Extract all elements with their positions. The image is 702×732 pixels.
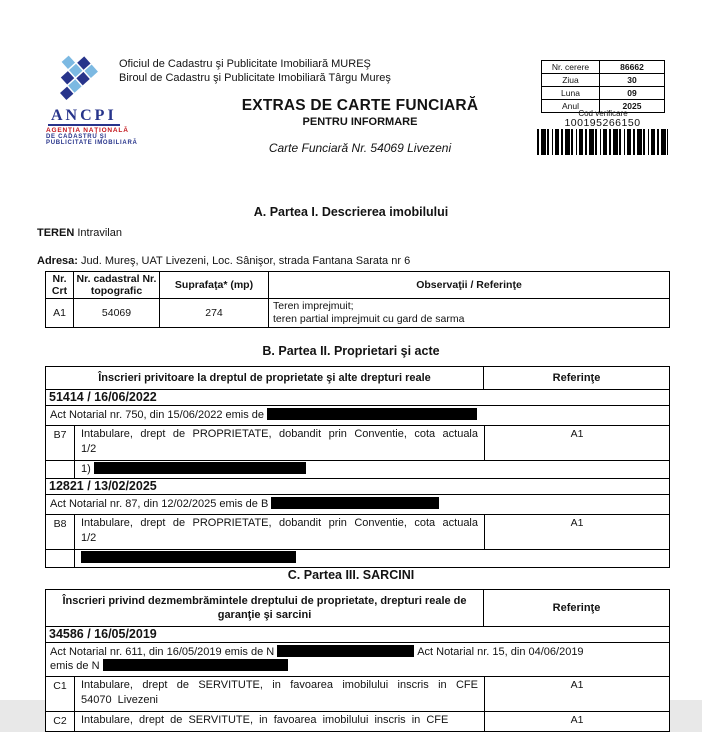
note-position-empty: [46, 461, 75, 478]
part-a-table: [45, 271, 670, 328]
request-value: 09: [627, 88, 637, 98]
entry-row: [46, 711, 669, 731]
entry-referinte: A1: [484, 426, 669, 460]
redaction-box: [81, 551, 296, 563]
ancpi-logo-icon: [56, 57, 112, 107]
entry-referinte: A1: [484, 712, 669, 731]
part-c-header-referinte: Referinţe: [483, 590, 669, 626]
entry-text: Intabulare, drept de SERVITUTE, in favoarea imobilului inscris in CFE 54070 Livezeni: [81, 679, 478, 706]
docket-number: 51414 / 16/06/2022: [49, 390, 157, 404]
docket-number: 12821 / 13/02/2025: [49, 479, 157, 493]
part-b-header-referinte: Referinţe: [483, 367, 669, 389]
redaction-box: [277, 645, 414, 657]
act-text-value: Act Notarial nr. 611, din 16/05/2019 emis de N: [50, 646, 275, 658]
request-row: [542, 61, 664, 73]
redaction-box: [271, 497, 439, 509]
part-a-table-header: [46, 272, 669, 298]
request-number-table: [541, 60, 665, 113]
docket-row: [46, 478, 669, 494]
note-row: [46, 549, 669, 567]
ancpi-line1: AGENŢIA NAŢIONALĂ: [46, 127, 129, 134]
issuing-office: [119, 57, 391, 85]
entry-position: C1: [46, 677, 75, 711]
docket-row: [46, 390, 669, 405]
request-label: Nr. cerere: [542, 61, 600, 73]
act-row: [46, 494, 669, 514]
request-value: 30: [627, 75, 637, 85]
teren-value: Intravilan: [77, 227, 122, 239]
redaction-box: [267, 408, 477, 420]
cell-nr-crt: A1: [53, 307, 66, 319]
part-a-title: A. Partea I. Descrierea imobilului: [253, 205, 449, 219]
entry-position: C2: [46, 712, 75, 731]
office-line1: Oficiul de Cadastru şi Publicitate Imobiliară MUREŞ: [119, 58, 371, 70]
redaction-box: [103, 659, 288, 671]
docket-number: 34586 / 16/05/2019: [49, 627, 157, 641]
part-c-table-header: [46, 590, 669, 627]
cell-suprafata: 274: [159, 299, 268, 327]
act-text-value: Act Notarial nr. 750, din 15/06/2022 emis de: [50, 409, 265, 421]
cod-verificare-label: Cod verificare: [578, 109, 628, 118]
part-c-header-inscrieri: Înscrieri privind dezmembrămintele dreptului de proprietate, drepturi reale de garanţie şi sarcini: [62, 595, 467, 621]
redaction-box: [94, 462, 306, 474]
request-value: 86662: [620, 62, 644, 72]
part-b-table-header: [46, 367, 669, 390]
document-subtitle: PENTRU INFORMARE: [302, 116, 418, 128]
teren-label: TEREN: [37, 227, 75, 239]
header-suprafata: Suprafaţa* (mp): [159, 272, 268, 298]
act-text: [46, 643, 669, 676]
entry-text: Intabulare, drept de PROPRIETATE, dobandit prin Conventie, cota actuala 1/2: [81, 517, 478, 544]
entry-row: [46, 676, 669, 711]
observatii-line2: teren partial imprejmuit cu gard de sarma: [273, 313, 465, 325]
adresa-line: [37, 255, 410, 267]
request-row: [542, 86, 664, 99]
act-row: [46, 405, 669, 425]
note-text: [75, 550, 669, 567]
ancpi-acronym: ANCPI: [48, 108, 120, 126]
adresa-label: Adresa:: [37, 255, 78, 267]
header-observatii: Observaţii / Referinţe: [268, 272, 669, 298]
cell-observatii: [268, 299, 669, 327]
note-row: [46, 460, 669, 478]
cod-verificare-value: 100195266150: [564, 117, 641, 129]
teren-line: [37, 227, 122, 239]
header-nr-crt: Nr. Crt: [51, 273, 68, 297]
request-label: Anul: [542, 100, 600, 112]
office-line2: Biroul de Cadastru şi Publicitate Imobiliară Târgu Mureş: [119, 72, 391, 84]
entry-referinte: A1: [484, 515, 669, 549]
carte-funciara-number: Carte Funciară Nr. 54069 Livezeni: [268, 141, 452, 155]
act-text: [46, 495, 669, 514]
note-text: [75, 461, 669, 478]
ancpi-line3: PUBLICITATE IMOBILIARĂ: [46, 140, 138, 146]
request-label: Luna: [542, 87, 600, 99]
request-value: 2025: [622, 101, 642, 111]
part-c-table: [45, 589, 670, 732]
act-text-value: Act Notarial nr. 87, din 12/02/2025 emis de B: [50, 498, 269, 510]
entry-text: Intabulare, drept de PROPRIETATE, dobandit prin Conventie, cota actuala 1/2: [81, 428, 478, 455]
note-position-empty: [46, 550, 75, 567]
note-prefix: 1): [81, 463, 91, 475]
act-text-value: Act Notarial nr. 15, din 04/06/2019: [417, 646, 584, 658]
part-c-title: C. Partea III. SARCINI: [287, 568, 415, 582]
entry-row: [46, 425, 669, 460]
part-b-header-inscrieri: Înscrieri privitoare la dreptul de proprietate şi alte drepturi reale: [98, 372, 431, 384]
cell-nr-cadastral: 54069: [73, 299, 159, 327]
header-nr-cadastral: Nr. cadastral Nr. topografic: [73, 272, 159, 298]
ancpi-line2: DE CADASTRU ŞI: [46, 134, 107, 140]
part-b-table: [45, 366, 670, 568]
document-title-block: [170, 97, 550, 155]
act-text: [46, 406, 669, 425]
docket-row: [46, 627, 669, 642]
observatii-line1: Teren imprejmuit;: [273, 300, 354, 312]
request-row: [542, 73, 664, 86]
request-label: Ziua: [542, 74, 600, 86]
act-text-value: emis de N: [50, 660, 100, 672]
part-b-title: B. Partea II. Proprietari şi acte: [262, 344, 440, 358]
part-a-table-row: [46, 298, 669, 327]
barcode-icon: [537, 129, 668, 155]
entry-position: B8: [46, 515, 75, 549]
entry-referinte: A1: [484, 677, 669, 711]
document-title: EXTRAS DE CARTE FUNCIARĂ: [241, 97, 479, 114]
act-row: [46, 642, 669, 676]
entry-text: Intabulare, drept de SERVITUTE, in favoarea imobilului inscris in CFE: [81, 714, 449, 726]
entry-position: B7: [46, 426, 75, 460]
entry-row: [46, 514, 669, 549]
adresa-value: Jud. Mureş, UAT Livezeni, Loc. Sânişor, strada Fantana Sarata nr 6: [81, 255, 411, 267]
